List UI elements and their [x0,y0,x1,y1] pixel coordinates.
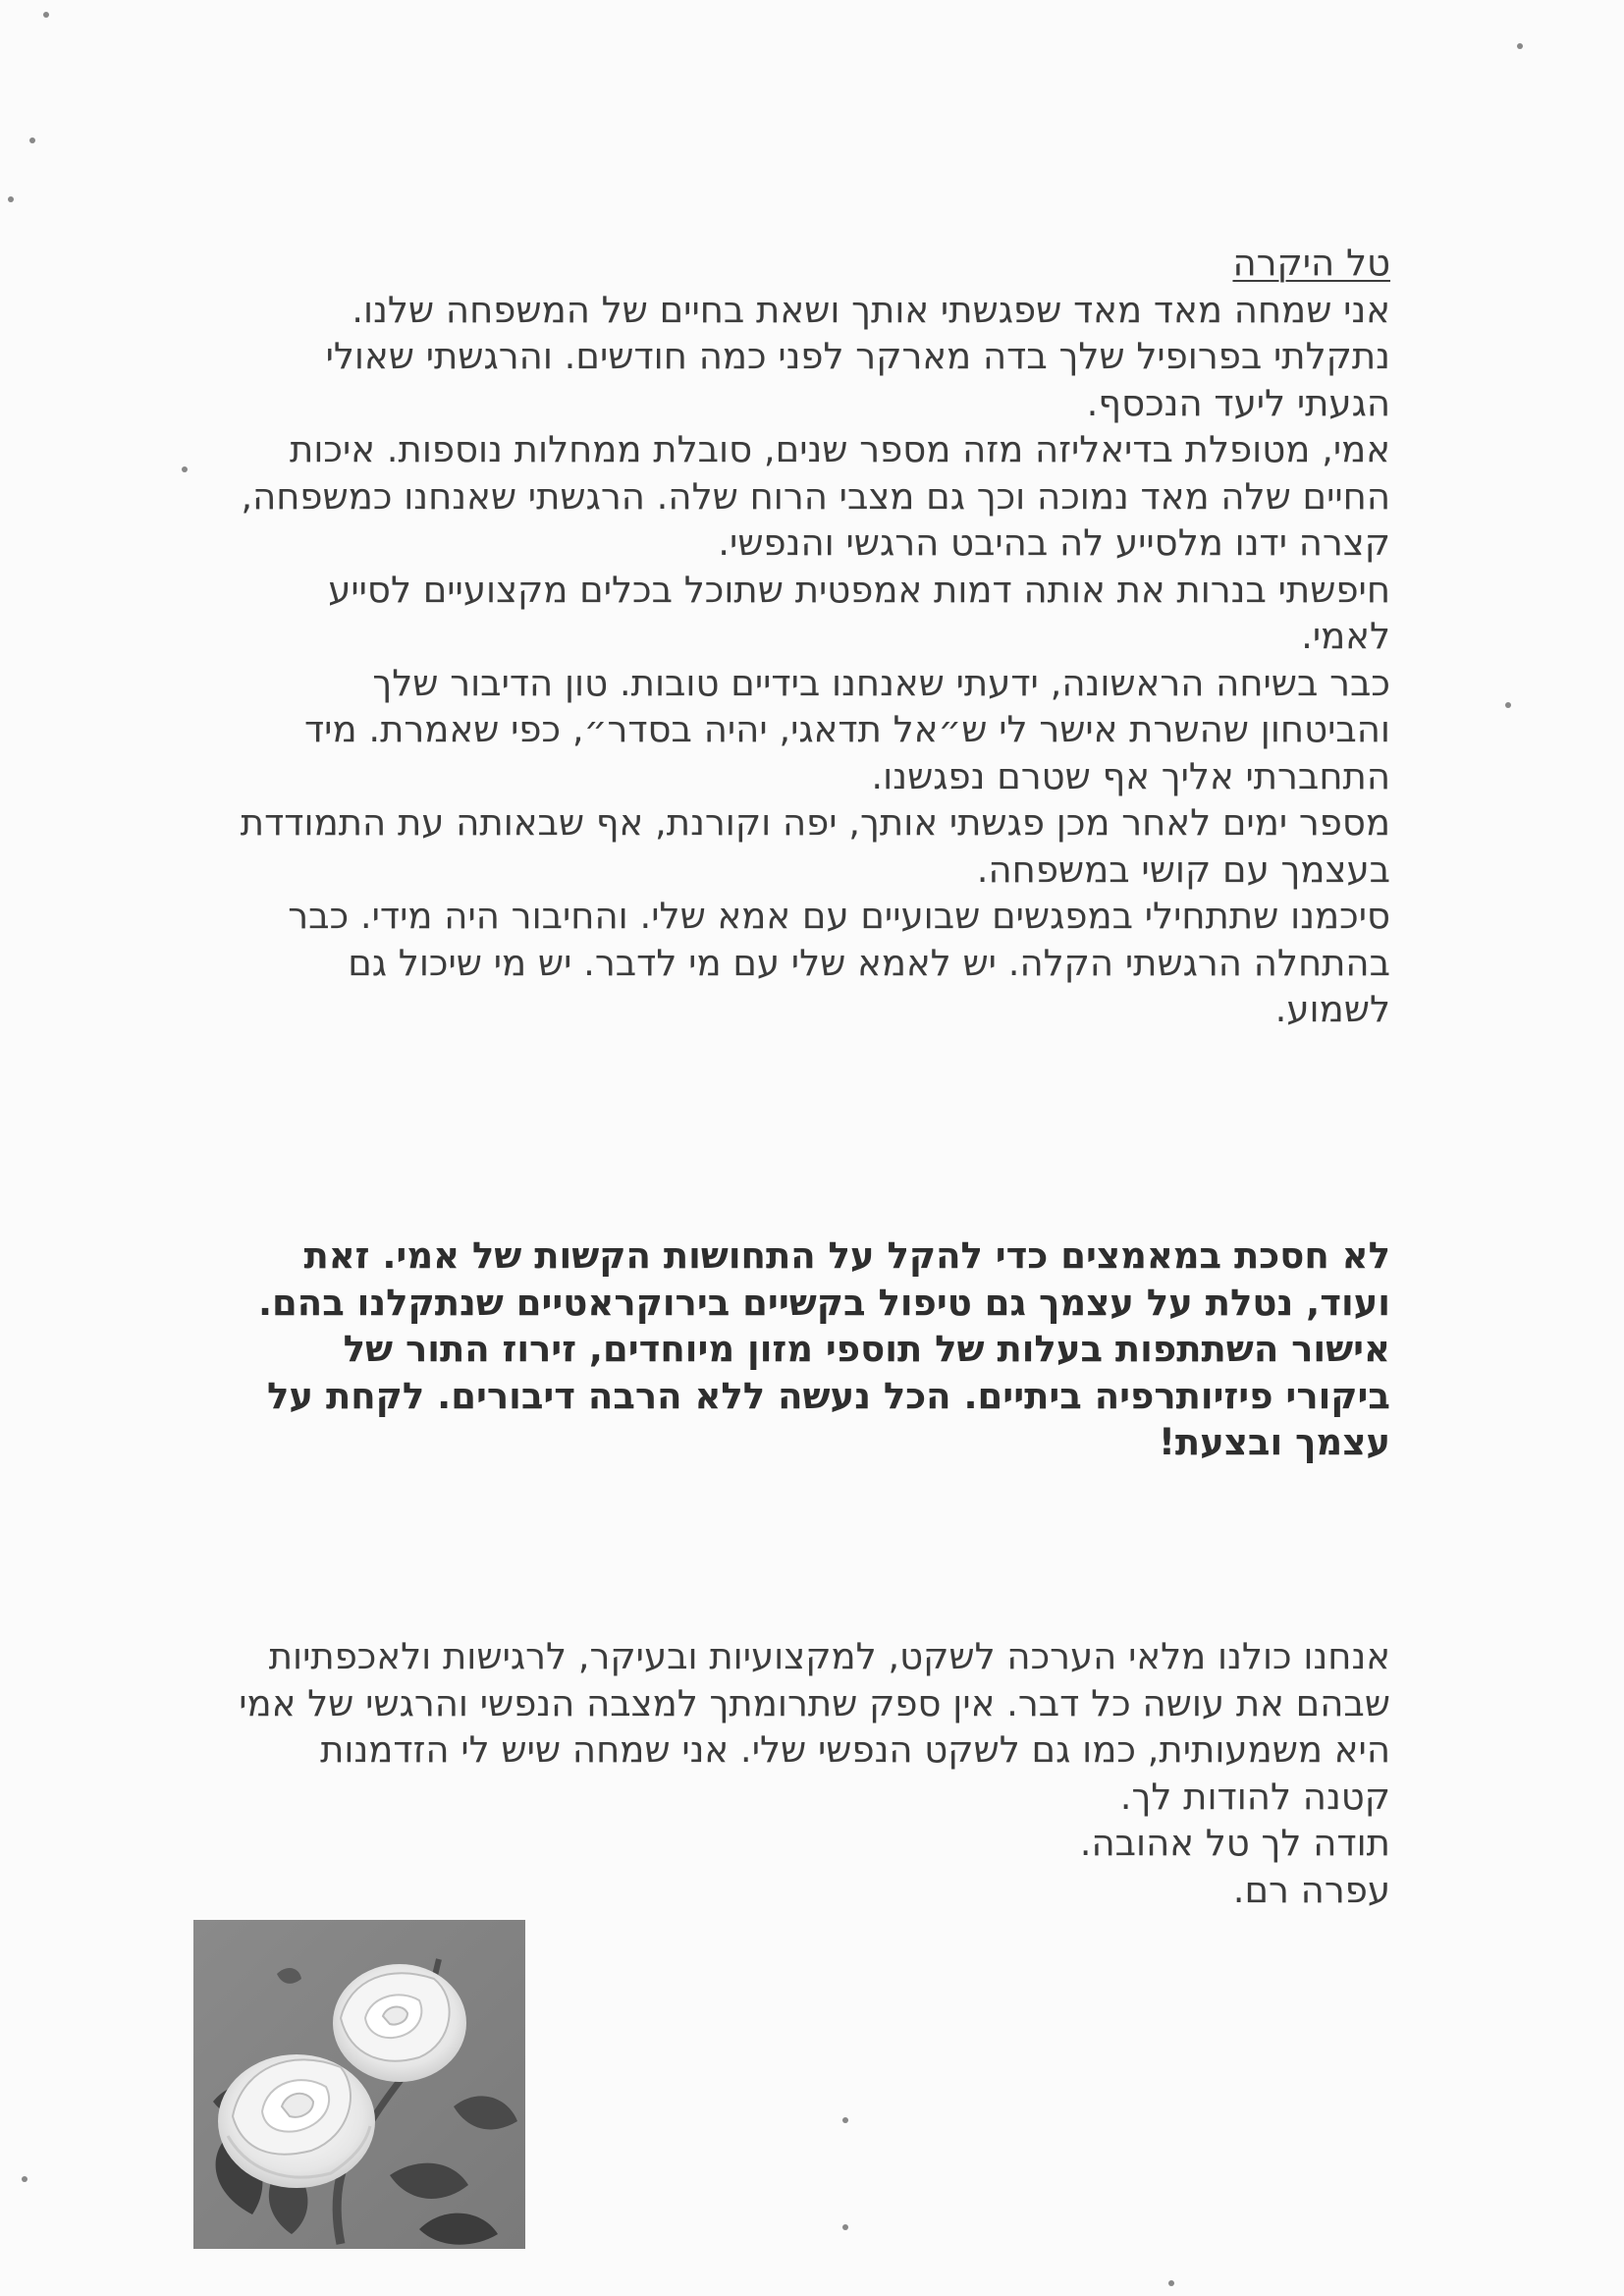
paragraph: סיכמנו שתתחילי במפגשים שבועיים עם אמא שלי. והחיבור היה מידי. כבר בהתחלה הרגשתי הקלה. יש לאמא שלי עם מי לדבר. יש מי שיכול גם לשמוע. [288,895,1390,1030]
paragraph: חיפשתי בנרות את אותה דמות אמפטית שתוכל בכלים מקצועיים לסייע לאמי. [328,568,1390,657]
scan-speck [8,196,14,202]
scan-speck [842,2224,848,2230]
scan-speck [1505,702,1511,708]
letter-body [232,240,1390,1033]
paragraph: כבר בשיחה הראשונה, ידעתי שאנחנו בידיים טובות. טון הדיבור שלך והביטחון שהשרת אישר לי ש״אל תדאגי, יהיה בסדר״, כפי שאמרת. מיד התחברתי אליך אף שטרם נפגשנו. [303,661,1390,797]
bold-section [232,1232,1390,1466]
scan-speck [1168,2280,1174,2286]
salutation: טל היקרה [1232,242,1390,284]
signature: עפרה רם. [1232,1868,1390,1911]
white-roses-illustration-icon [193,1920,525,2249]
scan-speck [1517,43,1523,49]
bold-paragraph: אישור השתתפות בעלות של תוספי מזון מיוחדים, זירוז התור של ביקורי פיזיותרפיה ביתיים. הכל נעשה ללא הרבה דיבורים. לקחת על עצמך ובצעת! [267,1328,1390,1463]
scan-speck [29,137,35,143]
paragraph: אמי, מטופלת בדיאליזה מזה מספר שנים, סובלת ממחלות נוספות. איכות החיים שלה מאד נמוכה וכך גם מצבי הרוח שלה. הרגשתי שאנחנו כמשפחה, קצרה ידנו מלסייע לה בהיבט הרגשי והנפשי. [241,428,1390,564]
thanks-line: תודה לך טל אהובה. [1079,1822,1390,1864]
scan-speck [182,466,188,472]
closing-paragraph: אנחנו כולנו מלאי הערכה לשקט, למקצועיות ובעיקר, לרגישות ולאכפתיות שבהם את עושה כל דבר. אין ספק שתרומתך למצבה הנפשי והרגשי של אמי היא משמעותית, כמו גם לשקט הנפשי שלי. אני שמחה שיש לי הזדמנות קטנה להודות לך. [239,1635,1390,1818]
paragraph: אני שמחה מאד מאד שפגשתי אותך ושאת בחיים של המשפחה שלנו. [352,288,1390,331]
bold-paragraph: לא חסכת במאמצים כדי להקל על התחושות הקשות של אמי. זאת ועוד, נטלת על עצמך גם טיפול בקשיים בירוקראטיים שנתקלנו בהם. [257,1234,1390,1324]
closing-section [232,1633,1390,1913]
paragraph: מספר ימים לאחר מכן פגשתי אותך, יפה וקורנת, אף שבאותה עת התמודדת בעצמך עם קושי במשפחה. [240,801,1390,891]
paragraph: נתקלתי בפרופיל שלך בדה מארקר לפני כמה חודשים. והרגשתי שאולי הגעתי ליעד הנכסף. [325,335,1390,424]
scan-speck [43,12,49,18]
scan-speck [22,2176,27,2182]
scan-speck [842,2117,848,2123]
